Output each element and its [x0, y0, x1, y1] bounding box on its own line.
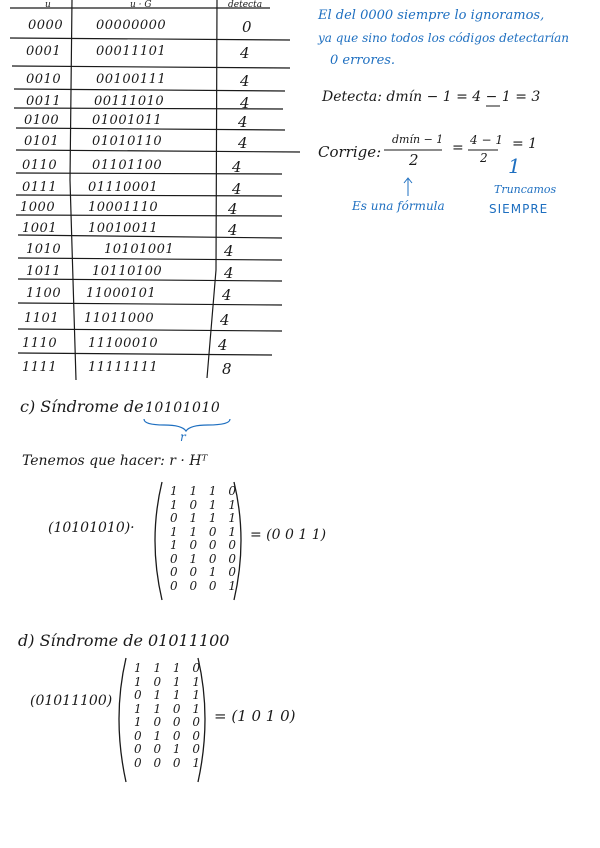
cell-u: 0100	[24, 113, 60, 128]
corrige-one-blue: 1	[508, 154, 521, 178]
cell-u: 0011	[26, 94, 62, 109]
section-d-result: = (1 0 1 0)	[214, 707, 296, 725]
matrix-row: 1 1 0 1	[134, 701, 204, 716]
corrige-denominator-2: 2	[480, 151, 488, 165]
cell-detecta: 4	[222, 286, 233, 304]
section-c-result: = (0 0 1 1)	[250, 527, 327, 543]
cell-detecta: 4	[228, 221, 239, 239]
header-ug: u · G	[130, 0, 152, 10]
header-u: u	[45, 0, 51, 10]
formula-note: Es una fórmula	[352, 199, 445, 213]
cell-codeword: 10001110	[88, 200, 159, 215]
cell-detecta: 4	[220, 311, 231, 329]
matrix-c	[170, 485, 240, 593]
cell-detecta: 4	[224, 242, 235, 260]
cell-u: 0010	[26, 72, 62, 87]
matrix-row: 0 1 0 0	[170, 551, 240, 566]
cell-codeword: 01101100	[92, 158, 163, 173]
cell-codeword: 00011101	[96, 44, 167, 59]
corrige-label: Corrige:	[318, 143, 382, 161]
arrow-up-icon	[402, 176, 414, 198]
cell-codeword: 00111010	[94, 94, 165, 109]
cell-codeword: 01110001	[88, 180, 159, 195]
cell-codeword: 11000101	[86, 286, 157, 301]
truncamos-line-1: Truncamos	[494, 183, 557, 196]
note-line-3: 0 errores.	[330, 53, 396, 68]
matrix-row: 1 0 1 1	[170, 497, 240, 512]
matrix-row: 1 1 1 0	[170, 484, 240, 498]
cell-u: 1110	[22, 336, 58, 351]
cell-codeword: 10101001	[104, 242, 175, 257]
matrix-d	[134, 662, 204, 770]
cell-detecta: 4	[224, 264, 235, 282]
cell-detecta: 4	[240, 44, 251, 62]
cell-detecta: 4	[240, 94, 251, 112]
cell-detecta: 4	[240, 72, 251, 90]
cell-codeword: 00000000	[96, 18, 167, 33]
cell-detecta: 4	[238, 113, 249, 131]
matrix-row: 0 0 0 1	[134, 755, 204, 770]
section-c-word: 10101010	[145, 400, 221, 416]
cell-u: 1101	[24, 311, 60, 326]
matrix-row: 0 1 1 1	[134, 688, 204, 702]
cell-codeword: 00100111	[96, 72, 167, 87]
section-d-vector: (01011100)	[30, 693, 113, 709]
section-c-title: c) Síndrome de	[20, 397, 144, 416]
cell-codeword: 10110100	[92, 264, 163, 279]
cell-u: 1010	[26, 242, 62, 257]
cell-u: 0110	[22, 158, 58, 173]
matrix-row: 0 0 0 1	[170, 578, 240, 593]
brace-label: r	[180, 430, 186, 444]
note-line-1: El del 0000 siempre lo ignoramos,	[318, 8, 545, 23]
cell-u: 0101	[24, 134, 60, 149]
matrix-row: 0 1 0 0	[134, 728, 204, 743]
corrige-numerator: dmín − 1	[392, 133, 444, 146]
truncamos-line-2: SIEMPRE	[489, 202, 549, 216]
detecta-formula: Detecta: dmín − 1 = 4 − 1 = 3	[322, 89, 541, 105]
matrix-row: 1 0 0 0	[170, 538, 240, 552]
cell-u: 0111	[22, 180, 58, 195]
matrix-row: 1 0 0 0	[134, 715, 204, 729]
brace-icon	[142, 417, 234, 435]
matrix-row: 1 1 1 0	[134, 661, 204, 675]
matrix-row: 0 1 1 1	[170, 511, 240, 525]
note-line-2: ya que sino todos los códigos detectarían	[318, 31, 570, 45]
cell-codeword: 01010110	[92, 134, 163, 149]
cell-u: 0000	[28, 18, 64, 33]
cell-detecta: 4	[238, 134, 249, 152]
cell-u: 1111	[22, 360, 58, 375]
cell-codeword: 01001011	[92, 113, 163, 128]
cell-u: 1011	[26, 264, 62, 279]
cell-detecta: 8	[222, 360, 233, 378]
cell-codeword: 11111111	[88, 360, 159, 375]
corrige-denominator: 2	[409, 151, 419, 169]
cell-u: 1001	[22, 221, 58, 236]
section-d-title: d) Síndrome de 01011100	[18, 631, 230, 650]
cell-u: 1000	[20, 200, 56, 215]
cell-detecta: 4	[232, 180, 243, 198]
header-detecta: detecta	[228, 0, 263, 10]
cell-detecta: 4	[218, 336, 229, 354]
tenemos-text: Tenemos que hacer: r · Hᵀ	[22, 453, 208, 469]
matrix-row: 1 1 0 1	[170, 524, 240, 539]
matrix-row: 0 0 1 0	[134, 742, 204, 756]
section-c-vector: (10101010)·	[48, 520, 135, 536]
cell-detecta: 0	[242, 18, 253, 36]
cell-codeword: 10010011	[88, 221, 159, 236]
matrix-row: 0 0 1 0	[170, 565, 240, 579]
cell-codeword: 11100010	[88, 336, 159, 351]
cell-u: 1100	[26, 286, 62, 301]
cell-detecta: 4	[228, 200, 239, 218]
cell-detecta: 4	[232, 158, 243, 176]
corrige-numerator-2: 4 − 1	[470, 133, 503, 147]
matrix-row: 1 0 1 1	[134, 674, 204, 689]
cell-u: 0001	[26, 44, 62, 59]
corrige-result: = 1	[512, 136, 538, 152]
equals-sign: =	[452, 140, 464, 156]
cell-codeword: 11011000	[84, 311, 155, 326]
underline-3	[486, 104, 502, 108]
